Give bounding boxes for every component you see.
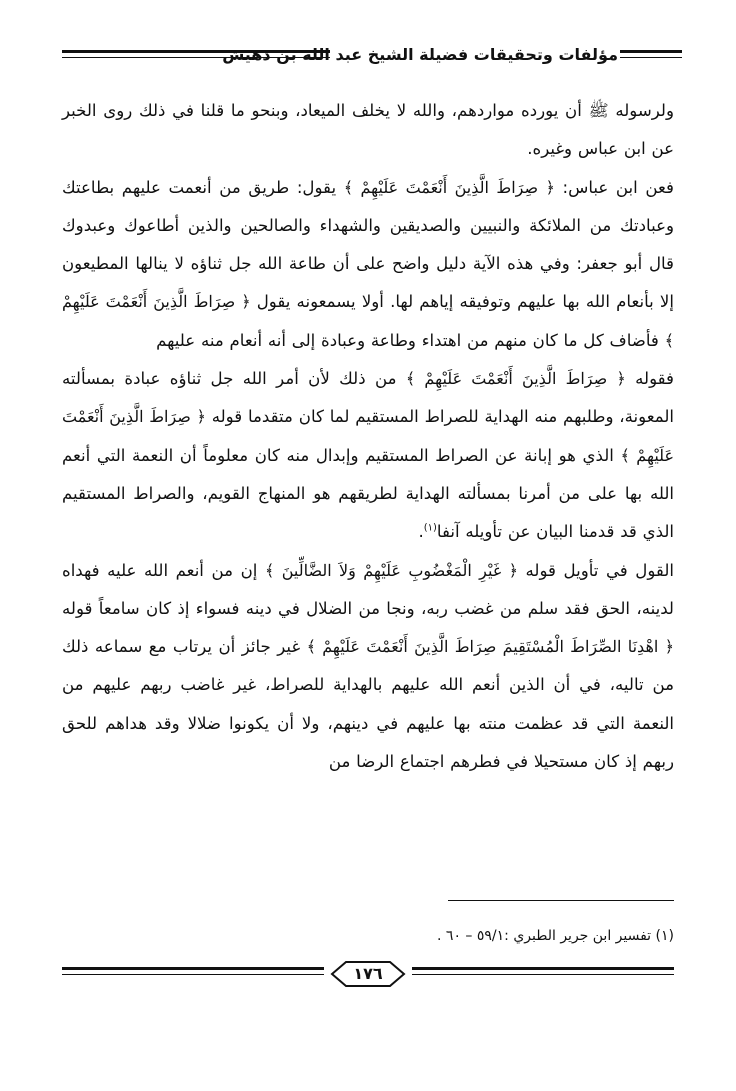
paragraph-4-text-c: غير جائز أن يرتاب مع سماعه ذلك من تاليه، في أن الذين أنعم الله عليهم بالهداية للصراط، غير غاضب ربهم عليهم من النعمة التي قد عظمت منته بها عليهم في دينهم، ولا أن يكونوا ضلالا وقد هداهم للحق ربهم إذ كان مستحيلا في فطرهم اجتماع الرضا من <box>62 637 674 772</box>
quran-quote: ﴿ صِرَاطَ الَّذِينَ أَنْعَمْتَ عَلَيْهِمْ ﴾ <box>405 369 626 389</box>
page-number-badge <box>328 960 408 988</box>
footnote: (١) تفسير ابن جرير الطبري :٥٩/١ – ٦٠ . <box>437 928 674 944</box>
quran-quote: ﴿ صِرَاطَ الَّذِينَ أَنْعَمْتَ عَلَيْهِمْ ﴾ <box>62 407 674 465</box>
footnote-separator <box>448 900 674 901</box>
quran-quote: ﴿ صِرَاطَ الَّذِينَ أَنْعَمْتَ عَلَيْهِمْ ﴾ <box>343 177 555 197</box>
paragraph-2-text-c: فأضاف كل ما كان منهم من اهتداء وطاعة وعبادة إلى أنه أنعام منه عليهم <box>156 330 665 350</box>
quran-quote: ﴿ صِرَاطَ الَّذِينَ أَنْعَمْتَ عَلَيْهِمْ ﴾ <box>62 292 674 350</box>
paragraph-3 <box>62 360 674 551</box>
footnote-marker[interactable]: (١) <box>423 522 437 534</box>
header-rule-right <box>620 50 682 58</box>
paragraph-3-text-b: من ذلك لأن أمر الله جل ثناؤه عبادة بمسألته المعونة، وطلبهم منه الهداية للصراط المستقيم لما كان متقدما قوله <box>62 369 675 427</box>
running-header-title: مؤلفات وتحقيقات فضيلة الشيخ عبد الله بن دهيش <box>222 45 618 64</box>
paragraph-4-text-b: إن من أنعم الله عليه فهداه لدينه، الحق فقد سلم من غضب ربه، ونجا من الضلال في دينه فسواء إذ كان سامعاً قوله <box>62 560 674 618</box>
quran-quote: ﴿ اهْدِنَا الصِّرَاطَ الْمُسْتَقِيمَ صِرَاطَ الَّذِينَ أَنْعَمْتَ عَلَيْهِمْ ﴾ <box>306 637 674 657</box>
page-number: ١٧٦ <box>353 964 383 983</box>
footer-rule-right <box>412 967 674 975</box>
paragraph-2-text-b: يقول: طريق من أنعمت عليهم بطاعتك وعبادتك من الملائكة والنبيين والصديقين والشهداء والصالحين والذين أطاعوك وعبدوك قال أبو جعفر: وفي هذه الآية دليل واضح على أن طاعة الله جل ثناؤه لا ينالها المطيعون إلا بأنعام الله بها عليهم وتوفيقه إياهم لها. أولا يسمعونه يقول <box>62 177 674 312</box>
paragraph-2 <box>62 169 674 360</box>
paragraph-1: ولرسوله ﷺ أن يورده مواردهم، والله لا يخلف الميعاد، وبنحو ما قلنا في ذلك روى الخبر عن ابن عباس وغيره. <box>62 101 674 159</box>
paragraph-2-text-a: فعن ابن عباس: <box>554 177 674 197</box>
paragraph-4 <box>62 552 674 782</box>
paragraph-3-end: . <box>418 522 424 542</box>
paragraph-4-text-a: القول في تأويل قوله <box>517 560 674 580</box>
paragraph-3-text-c: الذي هو إبانة عن الصراط المستقيم وإبدال منه كان معلوماً أن النعمة التي أنعم الله بها على من أمرنا بمسألته الهداية لطريقهم هو المنهاج القويم، والصراط المستقيم الذي قد قدمنا البيان عن تأويله آنفا <box>62 445 674 542</box>
footer-rule-left <box>62 967 324 975</box>
quran-quote: ﴿ غَيْرِ الْمَغْضُوبِ عَلَيْهِمْ وَلاَ الضَّالِّينَ ﴾ <box>264 560 518 580</box>
paragraph-3-text-a: فقوله <box>625 369 674 389</box>
body-text <box>62 92 674 781</box>
